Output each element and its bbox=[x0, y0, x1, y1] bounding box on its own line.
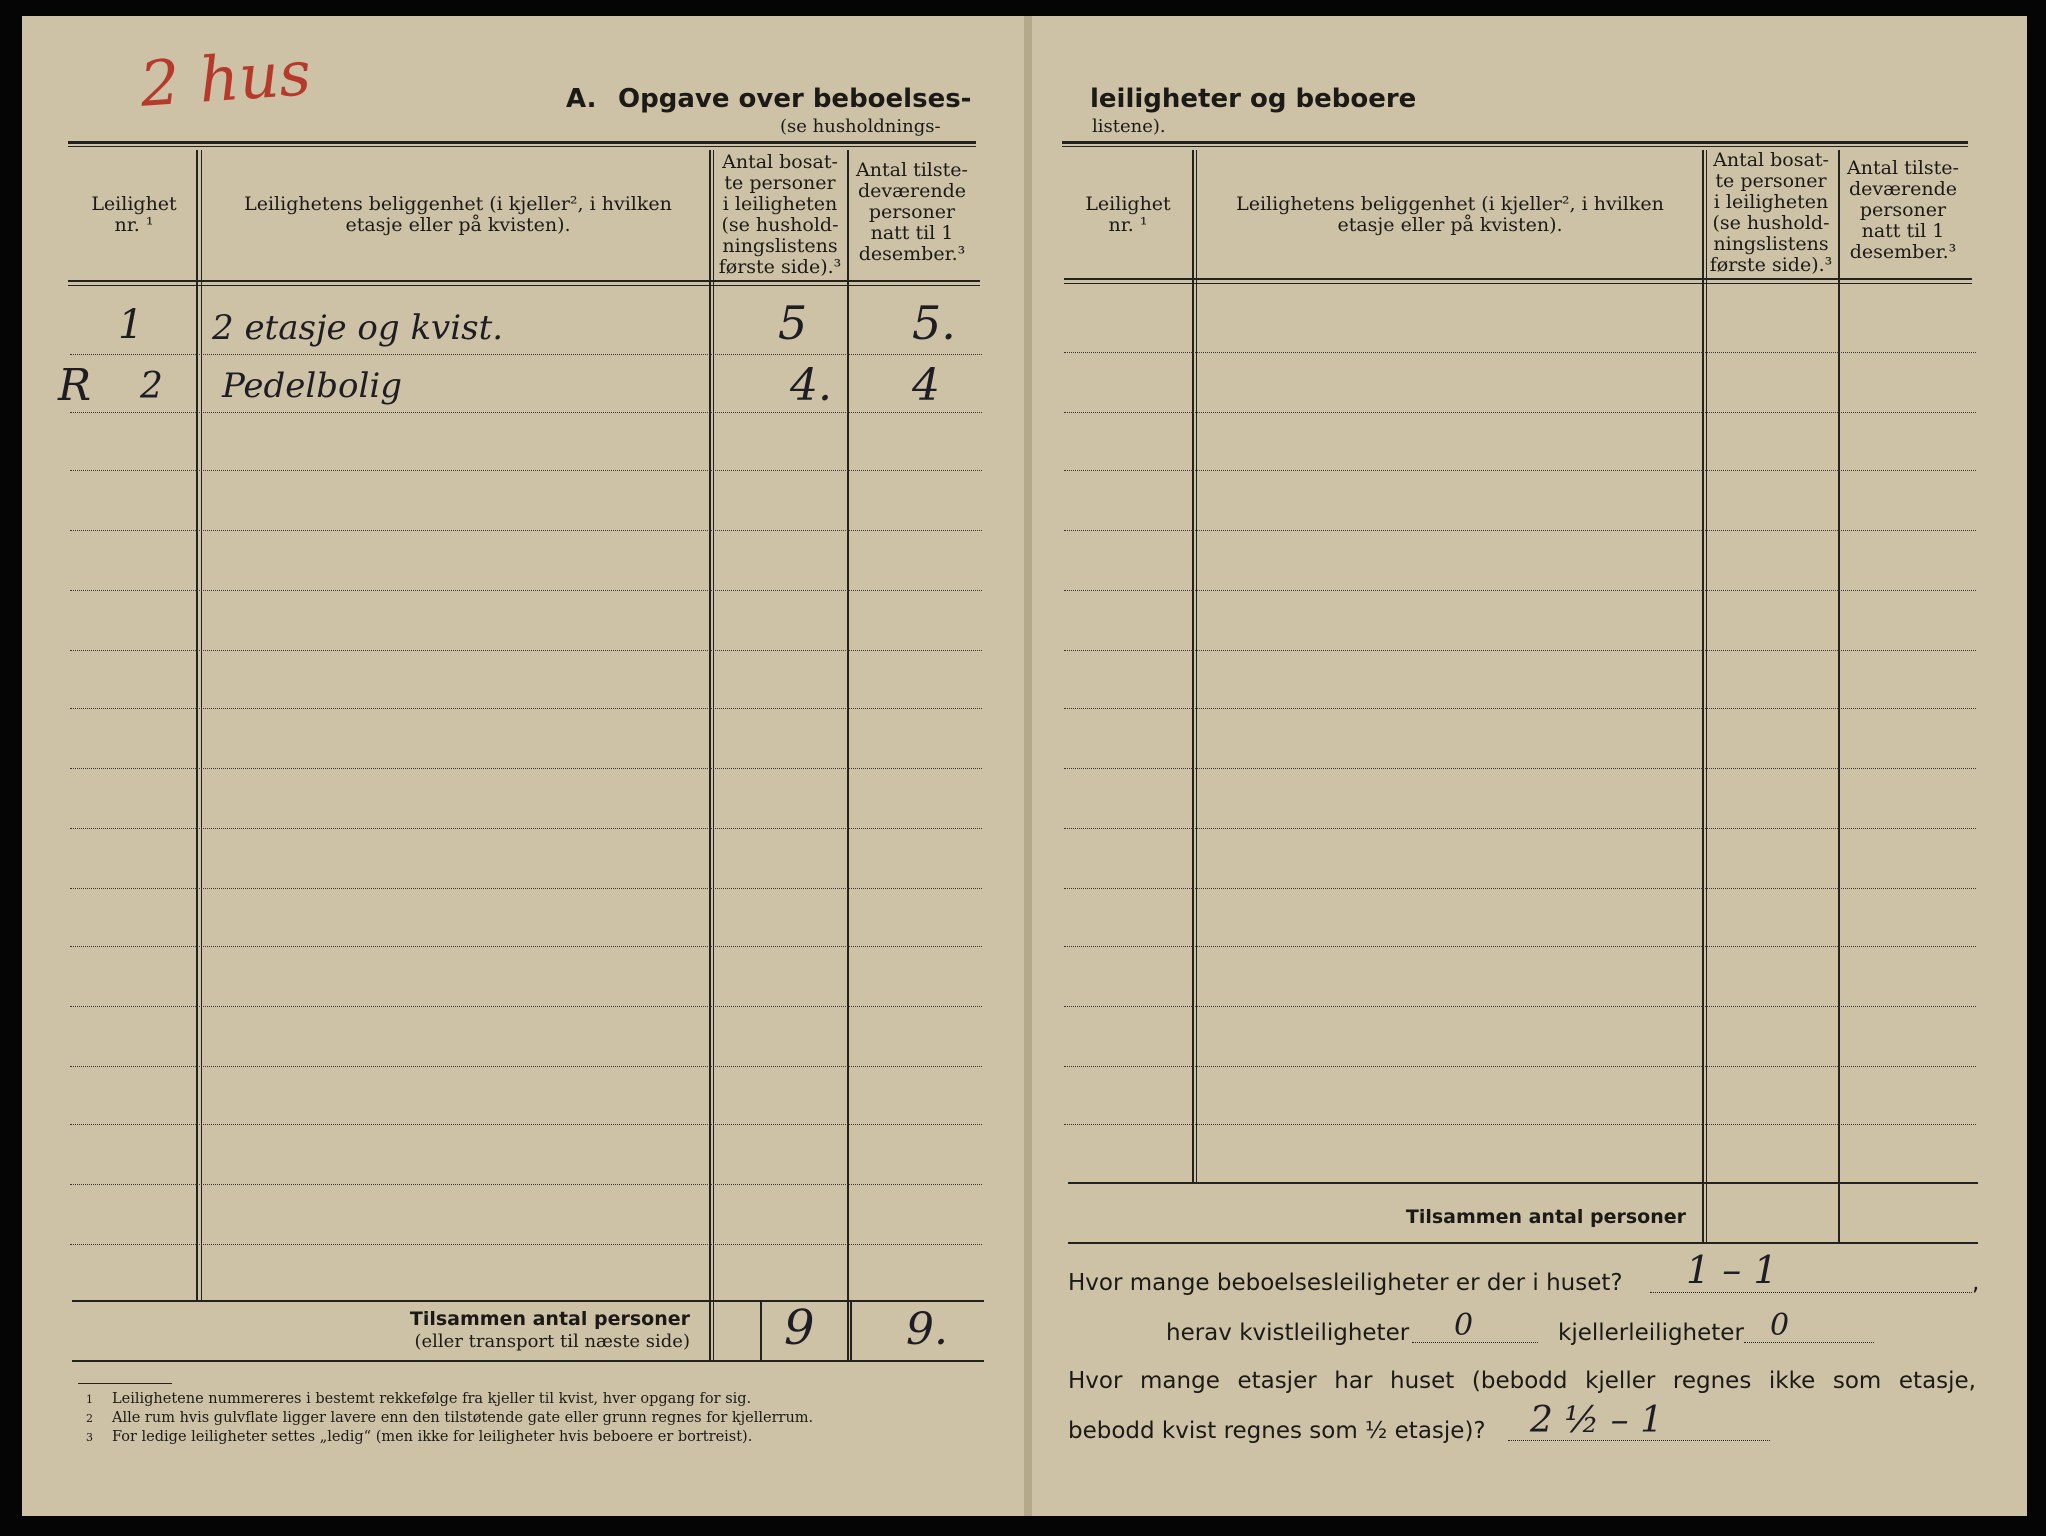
row-1-nr: 1 bbox=[118, 302, 144, 348]
q2-kvist-underline bbox=[1412, 1342, 1538, 1343]
left-total-label: Tilsammen antal personer bbox=[409, 1308, 690, 1330]
left-total-bottom-rule bbox=[72, 1360, 984, 1362]
footnote-1: 1 Leilighetene nummereres i bestemt rekkefølge fra kjeller til kvist, hver opgang for sig. bbox=[86, 1391, 752, 1407]
row-2-margin-mark: R bbox=[58, 360, 92, 411]
q3-line-1: Hvor mange etasjer har huset (bebodd kjeller regnes ikke som etasje, bbox=[1068, 1368, 1976, 1394]
footnote-rule bbox=[78, 1383, 172, 1384]
right-header-bottom-rule bbox=[1064, 278, 1972, 280]
right-col-divider-3 bbox=[1838, 150, 1840, 1242]
row-1-location: 2 etasje og kvist. bbox=[212, 308, 504, 348]
row-2-location: Pedelbolig bbox=[222, 366, 402, 406]
q2-kjeller-answer: 0 bbox=[1770, 1308, 1790, 1343]
q3-line-2: bebodd kvist regnes som ½ etasje)? bbox=[1068, 1418, 1486, 1444]
left-total-divider-1 bbox=[760, 1300, 762, 1360]
row-2-bosatte: 4. bbox=[790, 360, 832, 411]
right-header-rule bbox=[1062, 141, 1968, 144]
left-header-bottom-rule bbox=[68, 280, 980, 282]
q2-kvist-answer: 0 bbox=[1454, 1308, 1474, 1343]
right-title: leiligheter og beboere bbox=[1090, 84, 1417, 114]
footnote-3: 3 For ledige leiligheter settes „ledig“ (men ikke for leiligheter hvis beboere er bortreist). bbox=[86, 1429, 753, 1445]
q1-comma: , bbox=[1972, 1270, 1980, 1296]
row-2-tilstede: 4 bbox=[912, 360, 940, 411]
left-total-bosatte: 9 bbox=[784, 1300, 815, 1356]
right-total-top-rule bbox=[1068, 1182, 1978, 1184]
right-col-divider-2b bbox=[1706, 150, 1707, 1242]
q3-answer: 2 ½ – 1 bbox=[1530, 1400, 1664, 1441]
right-col-divider-1 bbox=[1192, 150, 1194, 1182]
row-1-tilstede: 5. bbox=[912, 296, 956, 350]
left-col-divider-1 bbox=[196, 150, 198, 1302]
right-col-location-header: Leilighetens beliggenhet (i kjeller², i hvilken etasje eller på kvisten). bbox=[1236, 193, 1664, 236]
right-col-divider-2 bbox=[1702, 150, 1704, 1242]
right-header-bottom-rule-thin bbox=[1064, 283, 1972, 284]
left-total-tilstede: 9. bbox=[906, 1304, 948, 1355]
q1-answer: 1 – 1 bbox=[1686, 1248, 1778, 1292]
right-col-tilstede-header: Antal tilste- deværende personer natt til 1 desember.³ bbox=[1847, 157, 1959, 263]
corner-note: 2 hus bbox=[137, 36, 314, 121]
right-total-label: Tilsammen antal personer bbox=[1405, 1206, 1686, 1228]
right-col-divider-1b bbox=[1196, 150, 1197, 1182]
q2-kjeller-underline bbox=[1744, 1342, 1874, 1343]
left-total-sublabel: (eller transport til næste side) bbox=[414, 1331, 690, 1352]
left-col-divider-3 bbox=[847, 150, 849, 1360]
left-header-rule bbox=[68, 141, 976, 144]
left-subtitle: (se husholdnings- bbox=[780, 116, 941, 137]
left-total-top-rule bbox=[72, 1300, 984, 1302]
left-col-bosatte-header: Antal bosat- te personer i leiligheten (se hushold- ningslistens første side).³ bbox=[718, 151, 842, 278]
q2-kjeller-label: kjellerleiligheter bbox=[1558, 1320, 1744, 1346]
right-col-nr-header: Leilighet nr. ¹ bbox=[1085, 193, 1171, 236]
right-total-bottom-rule bbox=[1068, 1242, 1978, 1244]
left-col-divider-2 bbox=[709, 150, 711, 1360]
left-col-tilstede-header: Antal tilste- deværende personer natt til 1 desember.³ bbox=[856, 159, 968, 265]
left-title: Opgave over beboelses- bbox=[618, 84, 972, 114]
right-col-bosatte-header: Antal bosat- te personer i leiligheten (se hushold- ningslistens første side).³ bbox=[1709, 149, 1833, 276]
footnote-2: 2 Alle rum hvis gulvflate ligger lavere enn den tilstøtende gate eller grunn regnes for kjellerrum. bbox=[86, 1410, 814, 1426]
left-col-location-header: Leilighetens beliggenhet (i kjeller², i hvilken etasje eller på kvisten). bbox=[244, 193, 672, 236]
left-header-bottom-rule-thin bbox=[68, 285, 980, 286]
left-col-nr-header: Leilighet nr. ¹ bbox=[91, 193, 177, 236]
left-header-rule-thin bbox=[68, 146, 976, 147]
left-title-prefix: A. bbox=[566, 84, 597, 114]
left-col-divider-1b bbox=[201, 150, 202, 1302]
page-fold bbox=[1024, 16, 1032, 1516]
q2-kvist-label: herav kvistleiligheter bbox=[1166, 1320, 1410, 1346]
q1-label: Hvor mange beboelsesleiligheter er der i huset? bbox=[1068, 1270, 1623, 1296]
left-total-divider-2 bbox=[850, 1300, 852, 1360]
footnotes bbox=[86, 1390, 966, 1447]
right-header-rule-thin bbox=[1062, 146, 1968, 147]
row-1-bosatte: 5 bbox=[778, 296, 808, 350]
right-subtitle: listene). bbox=[1092, 116, 1166, 137]
q1-underline bbox=[1650, 1292, 1972, 1293]
left-col-divider-2b bbox=[713, 150, 714, 1360]
row-2-nr: 2 bbox=[140, 366, 163, 407]
